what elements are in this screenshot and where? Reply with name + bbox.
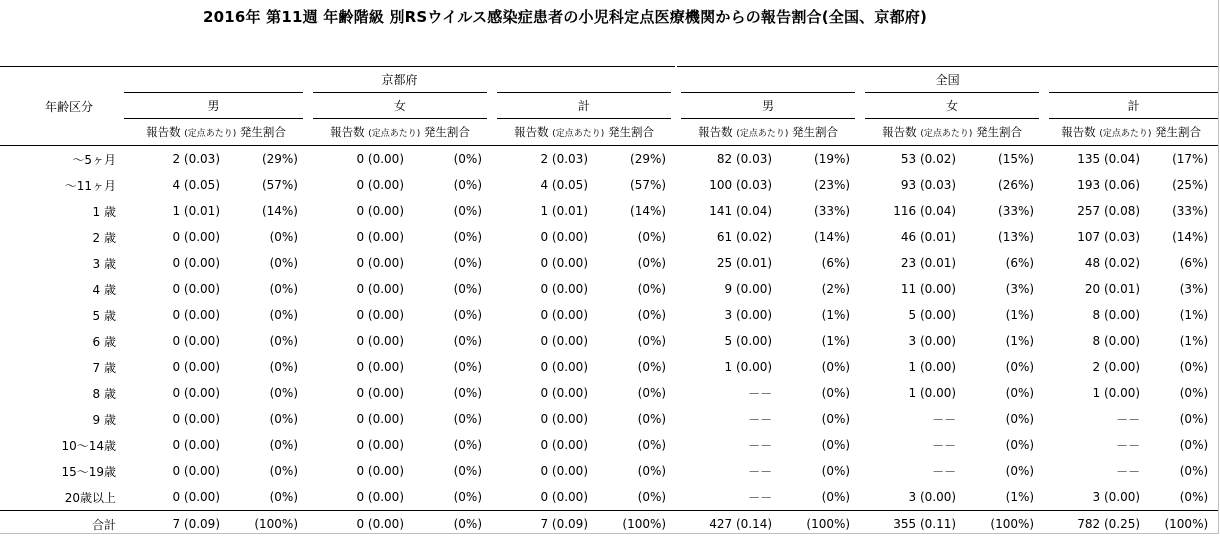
report-count-cell: 0 (0.00) [308,198,408,224]
report-count-cell: 427 (0.14) [676,511,776,537]
sex-header: 女 [308,93,492,119]
table-row [0,302,1218,328]
report-count-cell: －－ [676,458,776,484]
report-count-cell: 355 (0.11) [860,511,960,537]
rate-cell: (6%) [1144,250,1218,276]
rate-label: 発生割合 [240,125,286,139]
per-sentinel-label: (定点あたり) [920,129,972,139]
rate-cell: (29%) [592,146,676,173]
per-sentinel-label: (定点あたり) [184,129,236,139]
rate-cell: (0%) [592,406,676,432]
rate-cell: (57%) [224,172,308,198]
rate-cell: (0%) [592,328,676,354]
report-count-cell: －－ [676,484,776,511]
rate-cell: (19%) [776,146,860,173]
report-count-cell: 0 (0.00) [124,432,224,458]
report-count-cell: 1 (0.00) [1044,380,1144,406]
table-row [0,250,1218,276]
age-label: 3 歳 [0,250,124,276]
per-sentinel-label: (定点あたり) [736,129,788,139]
report-count-cell: 46 (0.01) [860,224,960,250]
region-header: 京都府 [124,67,676,93]
rate-cell: (6%) [960,250,1044,276]
rate-cell: (0%) [224,224,308,250]
rate-cell: (0%) [776,484,860,511]
report-count-cell: 61 (0.02) [676,224,776,250]
report-count-cell: 1 (0.00) [860,380,960,406]
rate-cell: (1%) [776,328,860,354]
region-header: 全国 [676,67,1218,93]
table-row [0,224,1218,250]
report-count-cell: 0 (0.00) [308,328,408,354]
report-count-cell: 0 (0.00) [308,380,408,406]
rate-cell: (0%) [1144,484,1218,511]
report-count-cell: 0 (0.00) [492,354,592,380]
report-count-cell: 20 (0.01) [1044,276,1144,302]
age-label: 4 歳 [0,276,124,302]
report-count-cell: 0 (0.00) [308,432,408,458]
count-label: 報告数 [330,125,365,139]
table-row [0,198,1218,224]
count-label: 報告数 [514,125,549,139]
rate-cell: (25%) [1144,172,1218,198]
rate-cell: (0%) [408,406,492,432]
report-count-cell: 116 (0.04) [860,198,960,224]
rate-cell: (0%) [408,511,492,537]
rate-cell: (0%) [776,406,860,432]
rate-cell: (0%) [224,302,308,328]
rate-label: 発生割合 [792,125,838,139]
report-count-cell: －－ [1044,406,1144,432]
report-count-cell: 53 (0.02) [860,146,960,173]
rate-cell: (0%) [408,458,492,484]
rate-cell: (6%) [776,250,860,276]
age-label: 1 歳 [0,198,124,224]
report-count-cell: 193 (0.06) [1044,172,1144,198]
sex-header: 女 [860,93,1044,119]
report-count-cell: 135 (0.04) [1044,146,1144,173]
rate-label: 発生割合 [424,125,470,139]
rate-cell: (100%) [592,511,676,537]
rate-cell: (26%) [960,172,1044,198]
rate-cell: (1%) [1144,302,1218,328]
table-row [0,432,1218,458]
count-label: 報告数 [146,125,181,139]
rate-cell: (14%) [224,198,308,224]
report-count-cell: －－ [860,406,960,432]
rate-cell: (1%) [960,328,1044,354]
report-count-cell: 0 (0.00) [308,354,408,380]
rate-cell: (0%) [960,354,1044,380]
report-count-cell: 0 (0.00) [492,406,592,432]
report-count-cell: 3 (0.00) [1044,484,1144,511]
rate-cell: (0%) [408,250,492,276]
report-count-cell: 0 (0.00) [308,511,408,537]
rate-cell: (1%) [1144,328,1218,354]
report-count-cell: 1 (0.01) [492,198,592,224]
report-count-cell: 0 (0.00) [124,484,224,511]
report-count-cell: 0 (0.00) [308,458,408,484]
report-count-cell: 7 (0.09) [492,511,592,537]
count-label: 報告数 [698,125,733,139]
table-row [0,276,1218,302]
rate-cell: (0%) [408,198,492,224]
rate-cell: (0%) [408,484,492,511]
rate-label: 発生割合 [608,125,654,139]
rate-cell: (0%) [592,432,676,458]
table-row [0,406,1218,432]
rate-cell: (0%) [1144,458,1218,484]
per-sentinel-label: (定点あたり) [1099,129,1151,139]
report-count-cell: 7 (0.09) [124,511,224,537]
report-count-cell: 11 (0.00) [860,276,960,302]
rate-cell: (0%) [592,276,676,302]
rate-cell: (2%) [776,276,860,302]
age-column-header: 年齢区分 [0,67,124,146]
rate-cell: (0%) [224,276,308,302]
report-count-cell: 5 (0.00) [860,302,960,328]
rate-cell: (0%) [1144,354,1218,380]
table-row [0,380,1218,406]
rate-cell: (1%) [960,484,1044,511]
age-label: 2 歳 [0,224,124,250]
rate-cell: (33%) [1144,198,1218,224]
report-count-cell: 9 (0.00) [676,276,776,302]
table-row [0,172,1218,198]
report-count-cell: 0 (0.00) [124,354,224,380]
age-label: 合計 [0,511,124,537]
report-count-cell: 257 (0.08) [1044,198,1144,224]
report-count-cell: 2 (0.03) [124,146,224,173]
report-count-cell: 0 (0.00) [492,224,592,250]
report-count-cell: 5 (0.00) [676,328,776,354]
report-count-cell: 23 (0.01) [860,250,960,276]
report-count-cell: 107 (0.03) [1044,224,1144,250]
total-row [0,511,1218,537]
rate-cell: (0%) [408,354,492,380]
report-count-cell: 0 (0.00) [124,276,224,302]
rate-cell: (0%) [224,250,308,276]
sex-header: 男 [676,93,860,119]
rate-cell: (17%) [1144,146,1218,173]
age-label: 20歳以上 [0,484,124,511]
rate-cell: (0%) [592,302,676,328]
rate-cell: (0%) [408,380,492,406]
report-count-cell: －－ [860,432,960,458]
rate-cell: (0%) [1144,432,1218,458]
rate-cell: (0%) [224,328,308,354]
rate-cell: (33%) [776,198,860,224]
report-count-cell: －－ [676,432,776,458]
rate-cell: (0%) [224,484,308,511]
rs-virus-report-table [0,66,1218,537]
age-label: 9 歳 [0,406,124,432]
report-count-cell: 0 (0.00) [492,328,592,354]
report-count-cell: 141 (0.04) [676,198,776,224]
per-sentinel-label: (定点あたり) [368,129,420,139]
column-subheader [124,119,308,146]
report-count-cell: 0 (0.00) [492,276,592,302]
rate-cell: (0%) [960,380,1044,406]
rate-cell: (0%) [592,224,676,250]
rate-cell: (0%) [224,458,308,484]
rate-cell: (14%) [776,224,860,250]
rate-cell: (0%) [408,276,492,302]
report-count-cell: 0 (0.00) [308,484,408,511]
report-count-cell: 82 (0.03) [676,146,776,173]
rate-cell: (100%) [224,511,308,537]
rate-label: 発生割合 [1155,125,1201,139]
rate-cell: (57%) [592,172,676,198]
rate-label: 発生割合 [976,125,1022,139]
count-label: 報告数 [1061,125,1096,139]
rate-cell: (0%) [1144,380,1218,406]
report-count-cell: 0 (0.00) [308,276,408,302]
rate-cell: (0%) [776,354,860,380]
rate-cell: (0%) [960,458,1044,484]
report-count-cell: 0 (0.00) [124,406,224,432]
rate-cell: (23%) [776,172,860,198]
rate-cell: (33%) [960,198,1044,224]
report-count-cell: 0 (0.00) [124,458,224,484]
report-count-cell: 0 (0.00) [308,146,408,173]
rate-cell: (1%) [960,302,1044,328]
count-label: 報告数 [882,125,917,139]
rate-cell: (0%) [776,432,860,458]
report-count-cell: 0 (0.00) [492,484,592,511]
report-count-cell: 0 (0.00) [492,250,592,276]
rate-cell: (0%) [408,172,492,198]
rate-cell: (100%) [776,511,860,537]
report-count-cell: 3 (0.00) [676,302,776,328]
report-count-cell: 0 (0.00) [308,224,408,250]
report-count-cell: 8 (0.00) [1044,328,1144,354]
rate-cell: (3%) [960,276,1044,302]
report-count-cell: －－ [676,380,776,406]
rate-cell: (0%) [592,458,676,484]
report-count-cell: 2 (0.03) [492,146,592,173]
report-count-cell: 0 (0.00) [124,224,224,250]
column-subheader [308,119,492,146]
rate-cell: (0%) [960,432,1044,458]
rate-cell: (14%) [1144,224,1218,250]
report-count-cell: 2 (0.00) [1044,354,1144,380]
rate-cell: (0%) [408,302,492,328]
report-count-cell: 0 (0.00) [124,250,224,276]
report-count-cell: 0 (0.00) [492,302,592,328]
rate-cell: (100%) [960,511,1044,537]
report-count-cell: 3 (0.00) [860,484,960,511]
rate-cell: (0%) [224,380,308,406]
rate-cell: (0%) [592,250,676,276]
rate-cell: (13%) [960,224,1044,250]
rate-cell: (0%) [592,354,676,380]
sex-header: 男 [124,93,308,119]
table-row [0,484,1218,511]
sex-header: 計 [492,93,676,119]
age-label: 15〜19歳 [0,458,124,484]
report-count-cell: 3 (0.00) [860,328,960,354]
column-subheader [676,119,860,146]
column-subheader [492,119,676,146]
report-count-cell: 1 (0.00) [860,354,960,380]
report-count-cell: 8 (0.00) [1044,302,1144,328]
report-count-cell: 782 (0.25) [1044,511,1144,537]
table-row [0,146,1218,173]
rate-cell: (0%) [408,146,492,173]
report-count-cell: 48 (0.02) [1044,250,1144,276]
rate-cell: (0%) [960,406,1044,432]
report-count-cell: －－ [1044,432,1144,458]
rate-cell: (0%) [1144,406,1218,432]
rate-cell: (0%) [776,380,860,406]
rate-cell: (0%) [224,432,308,458]
report-count-cell: －－ [1044,458,1144,484]
age-label: 〜5ヶ月 [0,146,124,173]
report-count-cell: 0 (0.00) [492,458,592,484]
age-label: 8 歳 [0,380,124,406]
rate-cell: (0%) [776,458,860,484]
report-count-cell: 0 (0.00) [124,380,224,406]
sex-header: 計 [1044,93,1218,119]
rate-cell: (3%) [1144,276,1218,302]
rate-cell: (14%) [592,198,676,224]
rate-cell: (0%) [408,328,492,354]
report-count-cell: 0 (0.00) [492,432,592,458]
report-count-cell: －－ [860,458,960,484]
rate-cell: (15%) [960,146,1044,173]
age-label: 5 歳 [0,302,124,328]
report-count-cell: 1 (0.01) [124,198,224,224]
age-label: 〜11ヶ月 [0,172,124,198]
per-sentinel-label: (定点あたり) [552,129,604,139]
table-row [0,328,1218,354]
age-label: 10〜14歳 [0,432,124,458]
report-count-cell: 100 (0.03) [676,172,776,198]
rate-cell: (29%) [224,146,308,173]
report-count-cell: 0 (0.00) [308,172,408,198]
report-count-cell: 4 (0.05) [492,172,592,198]
column-subheader [1044,119,1218,146]
report-count-cell: 0 (0.00) [308,250,408,276]
age-label: 6 歳 [0,328,124,354]
rate-cell: (0%) [408,432,492,458]
age-label: 7 歳 [0,354,124,380]
column-subheader [860,119,1044,146]
report-count-cell: 93 (0.03) [860,172,960,198]
table-row [0,458,1218,484]
rate-cell: (0%) [408,224,492,250]
rate-cell: (0%) [592,380,676,406]
report-count-cell: 0 (0.00) [308,406,408,432]
report-count-cell: 25 (0.01) [676,250,776,276]
rate-cell: (0%) [592,484,676,511]
report-count-cell: 0 (0.00) [124,302,224,328]
rate-cell: (100%) [1144,511,1218,537]
rate-cell: (1%) [776,302,860,328]
report-count-cell: 0 (0.00) [308,302,408,328]
report-count-cell: 0 (0.00) [492,380,592,406]
rate-cell: (0%) [224,406,308,432]
report-count-cell: 4 (0.05) [124,172,224,198]
report-count-cell: －－ [676,406,776,432]
page-title: 2016年 第11週 年齢階級 別RSウイルス感染症患者の小児科定点医療機関からの報告割合(全国、京都府) [0,6,1130,27]
report-count-cell: 0 (0.00) [124,328,224,354]
table-row [0,354,1218,380]
rate-cell: (0%) [224,354,308,380]
report-count-cell: 1 (0.00) [676,354,776,380]
